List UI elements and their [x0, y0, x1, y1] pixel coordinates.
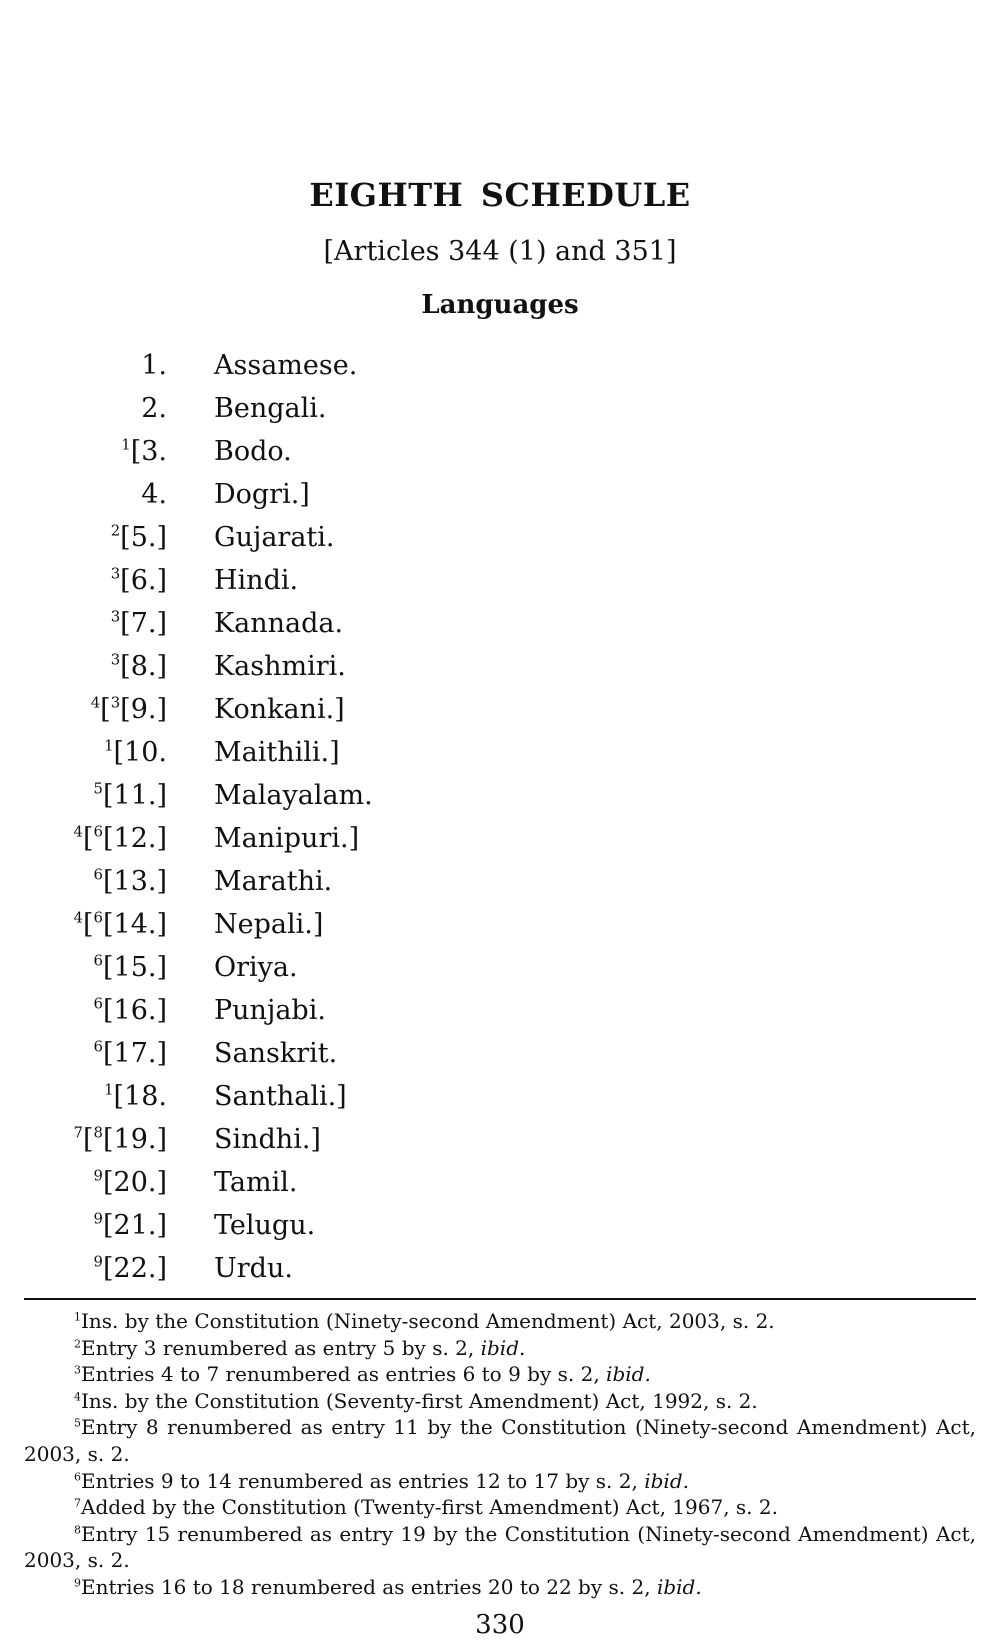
entry-number: $^9$[21.] [93, 1209, 167, 1241]
footnote: $^2$Entry 3 renumbered as entry 5 by s. 2, ibid. [74, 1335, 526, 1360]
list-item [0, 434, 1000, 477]
footnote: $^3$Entries 4 to 7 renumbered as entries 6 to 9 by s. 2, ibid. [74, 1362, 651, 1387]
list-item [0, 1251, 1000, 1294]
entry-number: 4. [141, 479, 167, 510]
list-item [0, 993, 1000, 1036]
footnote-mark: 8 [93, 1123, 103, 1142]
footnote-mark: 6 [93, 822, 103, 841]
list-item [0, 391, 1000, 434]
language-name: Manipuri.] [214, 823, 360, 854]
list-item [0, 692, 1000, 735]
entry-number: $^9$[22.] [93, 1252, 167, 1284]
language-name: Gujarati. [214, 522, 335, 553]
footnote-mark: 6 [74, 1469, 81, 1483]
entry-number: $^1$[10. [104, 736, 167, 768]
list-item [0, 821, 1000, 864]
footnote-mark: 1 [74, 1310, 81, 1324]
list-item [0, 1165, 1000, 1208]
list-item [0, 520, 1000, 563]
footnote-mark: 7 [74, 1496, 81, 1510]
footnote-mark: 3 [110, 693, 121, 712]
language-name: Dogri.] [214, 479, 310, 510]
footnote-divider [24, 1298, 976, 1300]
footnote-mark: 3 [110, 650, 121, 669]
language-name: Santhali.] [214, 1081, 347, 1112]
list-item [0, 477, 1000, 520]
language-name: Kannada. [214, 608, 344, 639]
footnote-mark: 6 [93, 908, 103, 927]
footnote: $^8$Entry 15 renumbered as entry 19 by the Constitution (Ninety-second Amendment) Act, 2003, s. 2. [24, 1521, 976, 1573]
list-item [0, 1036, 1000, 1079]
list-item [0, 735, 1000, 778]
list-item [0, 1079, 1000, 1122]
footnote: $^7$Added by the Constitution (Twenty-first Amendment) Act, 1967, s. 2. [74, 1495, 778, 1520]
entry-number: $^2$[5.] [110, 521, 167, 553]
footnote-mark: 3 [74, 1363, 81, 1377]
list-item [0, 778, 1000, 821]
language-name: Assamese. [214, 350, 358, 381]
footnote-mark: 1 [121, 435, 131, 454]
list-item [0, 1208, 1000, 1251]
entry-number: $^4$[$^6$[12.] [73, 822, 167, 854]
footnote: $^5$Entry 8 renumbered as entry 11 by the Constitution (Ninety-second Amendment) Act, 2003, s. 2. [24, 1415, 976, 1466]
language-name: Malayalam. [214, 780, 373, 811]
entry-number: $^9$[20.] [93, 1166, 167, 1198]
footnote-mark: 6 [93, 1037, 103, 1056]
entry-number: 1. [141, 350, 167, 381]
language-name: Maithili.] [214, 737, 340, 768]
footnote-mark: 3 [110, 564, 121, 583]
footnote: $^4$Ins. by the Constitution (Seventy-first Amendment) Act, 1992, s. 2. [74, 1388, 758, 1413]
footnote-mark: 2 [110, 521, 121, 540]
footnote-mark: 7 [73, 1123, 83, 1142]
entry-number: $^6$[15.] [93, 951, 167, 983]
languages-heading: Languages [421, 290, 579, 320]
entry-number: $^4$[$^3$[9.] [90, 693, 167, 725]
entry-number: $^1$[3. [121, 435, 167, 467]
list-item [0, 606, 1000, 649]
list-item [0, 1122, 1000, 1165]
footnote-mark: 6 [93, 865, 103, 884]
entry-number: $^6$[13.] [93, 865, 167, 897]
footnote-mark: 4 [74, 1390, 81, 1404]
language-name: Tamil. [214, 1167, 298, 1198]
language-name: Sanskrit. [214, 1038, 338, 1069]
footnote-mark: 4 [73, 822, 83, 841]
entry-number: $^3$[7.] [110, 607, 167, 639]
footnote-mark: 9 [74, 1576, 81, 1590]
footnote-mark: 4 [73, 908, 83, 927]
language-name: Sindhi.] [214, 1124, 321, 1155]
entry-number: 2. [141, 393, 167, 424]
footnote-mark: 1 [104, 736, 114, 755]
entry-number: $^6$[17.] [93, 1037, 167, 1069]
footnote-mark: 9 [93, 1166, 103, 1185]
footnote-mark: 6 [93, 951, 103, 970]
language-name: Bodo. [214, 436, 292, 467]
page-number: 330 [475, 1610, 525, 1640]
entry-number: $^6$[16.] [93, 994, 167, 1026]
language-name: Kashmiri. [214, 651, 346, 682]
language-list [0, 348, 1000, 1294]
entry-number: $^5$[11.] [93, 779, 167, 811]
entry-number: $^3$[8.] [110, 650, 167, 682]
footnote: $^6$Entries 9 to 14 renumbered as entries 12 to 17 by s. 2, ibid. [74, 1468, 689, 1493]
footnote-mark: 4 [90, 693, 101, 712]
language-name: Marathi. [214, 866, 333, 897]
list-item [0, 907, 1000, 950]
language-name: Bengali. [214, 393, 327, 424]
footnote-mark: 1 [104, 1080, 114, 1099]
entry-number: $^7$[$^8$[19.] [73, 1123, 167, 1155]
footnote-mark: 3 [110, 607, 121, 626]
list-item [0, 563, 1000, 606]
footnote-mark: 9 [93, 1252, 103, 1271]
language-name: Nepali.] [214, 909, 324, 940]
footnote: $^9$Entries 16 to 18 renumbered as entries 20 to 22 by s. 2, ibid. [74, 1574, 702, 1599]
list-item [0, 649, 1000, 692]
entry-number: $^1$[18. [104, 1080, 167, 1112]
footnote-mark: 5 [74, 1416, 81, 1430]
footnote-mark: 6 [93, 994, 103, 1013]
list-item [0, 950, 1000, 993]
footnote: $^1$Ins. by the Constitution (Ninety-second Amendment) Act, 2003, s. 2. [74, 1309, 775, 1333]
footnote-mark: 8 [74, 1523, 81, 1537]
list-item [0, 348, 1000, 391]
schedule-title: EIGHTH SCHEDULE [309, 176, 691, 214]
footnote-mark: 2 [74, 1336, 81, 1350]
entry-number: $^3$[6.] [110, 564, 167, 596]
footnote-mark: 5 [93, 779, 103, 798]
language-name: Urdu. [214, 1253, 293, 1284]
articles-reference: [Articles 344 (1) and 351] [323, 236, 677, 267]
language-name: Punjabi. [214, 995, 326, 1026]
footnotes [24, 1308, 976, 1601]
language-name: Hindi. [214, 565, 299, 596]
language-name: Konkani.] [214, 694, 345, 725]
list-item [0, 864, 1000, 907]
entry-number: $^4$[$^6$[14.] [73, 908, 167, 940]
language-name: Oriya. [214, 952, 298, 983]
footnote-mark: 9 [93, 1209, 103, 1228]
language-name: Telugu. [214, 1210, 316, 1241]
